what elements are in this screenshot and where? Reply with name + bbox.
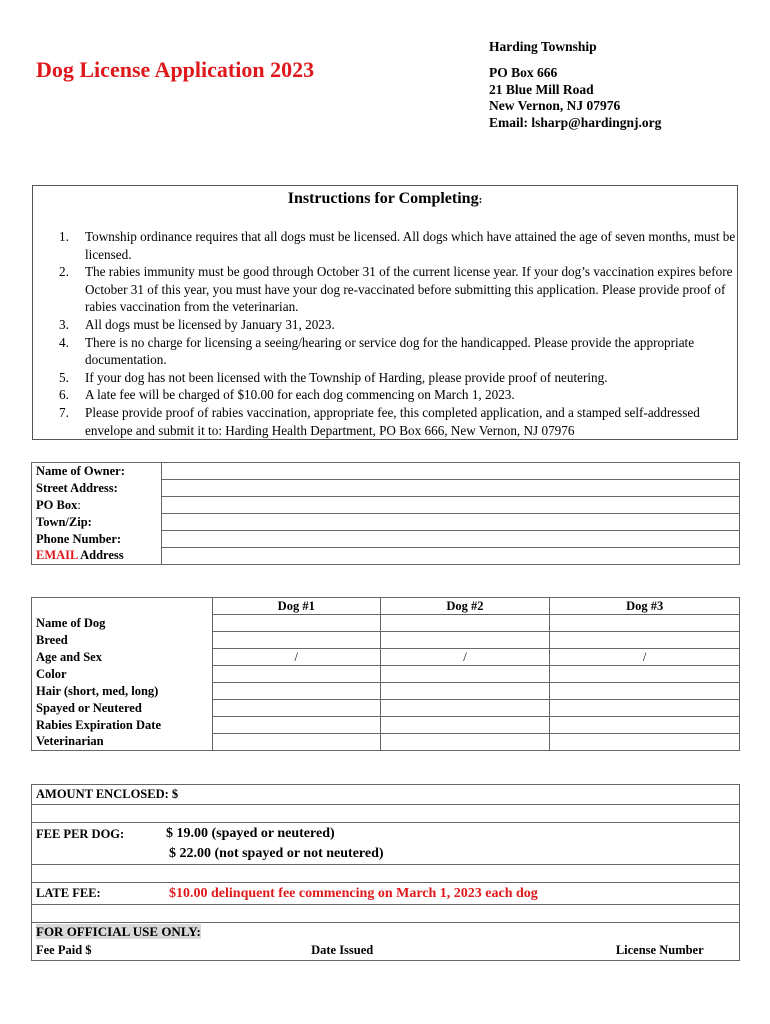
fee-paid-label: Fee Paid $ bbox=[32, 941, 162, 961]
fee-not-spayed-text: $ 22.00 (not spayed or not neutered) bbox=[169, 846, 384, 861]
dog-1-hair-field[interactable] bbox=[212, 683, 380, 700]
breed-label: Breed bbox=[32, 632, 213, 649]
dog-3-breed-field[interactable] bbox=[550, 632, 740, 649]
dog-row-spayed bbox=[32, 700, 740, 717]
street-line: 21 Blue Mill Road bbox=[489, 81, 594, 97]
dog-3-rabies-field[interactable] bbox=[550, 717, 740, 734]
dog-1-header: Dog #1 bbox=[212, 598, 380, 615]
late-fee-cell bbox=[32, 883, 740, 905]
dog-3-color-field[interactable] bbox=[550, 666, 740, 683]
dog-header-blank bbox=[32, 598, 213, 615]
dog-1-breed-field[interactable] bbox=[212, 632, 380, 649]
late-fee-row bbox=[32, 883, 740, 905]
owner-name-label: Name of Owner: bbox=[32, 463, 162, 480]
owner-info-table bbox=[31, 462, 740, 565]
veterinarian-label: Veterinarian bbox=[32, 734, 213, 751]
dog-2-color-field[interactable] bbox=[380, 666, 550, 683]
owner-row-street bbox=[32, 480, 740, 497]
dog-row-name bbox=[32, 615, 740, 632]
late-fee-label: LATE FEE: bbox=[36, 885, 101, 900]
spacer-row bbox=[32, 905, 740, 923]
instruction-item: 5. If your dog has not been licensed with the Township of Harding, please provide proof of neutering. bbox=[59, 369, 608, 385]
instruction-item: 1. Township ordinance requires that all dogs must be licensed. All dogs which have attained the age of seven months, must be licensed. bbox=[59, 229, 736, 262]
instructions-title: Instructions for Completing: bbox=[287, 190, 483, 207]
color-label: Color bbox=[32, 666, 213, 683]
owner-name-field[interactable] bbox=[161, 463, 739, 480]
street-address-label: Street Address: bbox=[32, 480, 162, 497]
fee-spayed-text: $ 19.00 (spayed or neutered) bbox=[166, 826, 335, 841]
owner-row-pobox bbox=[32, 497, 740, 514]
dog-1-age-sex-field[interactable]: / bbox=[212, 649, 380, 666]
dog-2-rabies-field[interactable] bbox=[380, 717, 550, 734]
owner-row-phone bbox=[32, 531, 740, 548]
amount-enclosed-row bbox=[32, 785, 740, 805]
dog-3-age-sex-field[interactable]: / bbox=[550, 649, 740, 666]
dog-3-spayed-field[interactable] bbox=[550, 700, 740, 717]
page-title: Dog License Application 2023 bbox=[36, 57, 315, 82]
spacer-row bbox=[32, 805, 740, 823]
official-fields-row bbox=[32, 941, 740, 961]
owner-row-email bbox=[32, 548, 740, 565]
dog-3-vet-field[interactable] bbox=[550, 734, 740, 751]
dog-info-table bbox=[31, 597, 740, 751]
phone-field[interactable] bbox=[161, 531, 739, 548]
dog-row-rabies bbox=[32, 717, 740, 734]
instructions-box bbox=[32, 185, 738, 440]
po-box-label: PO Box: bbox=[32, 497, 162, 514]
spacer-row bbox=[32, 865, 740, 883]
fee-per-dog-label: FEE PER DOG: bbox=[36, 827, 125, 841]
dog-3-header: Dog #3 bbox=[550, 598, 740, 615]
dog-row-age-sex bbox=[32, 649, 740, 666]
email-line: Email: lsharp@hardingnj.org bbox=[489, 114, 662, 130]
instruction-item: 3. All dogs must be licensed by January 31, 2023. bbox=[59, 316, 335, 332]
township-name: Harding Township bbox=[489, 39, 597, 54]
dog-row-color bbox=[32, 666, 740, 683]
city-line: New Vernon, NJ 07976 bbox=[489, 98, 621, 113]
date-issued-label: Date Issued bbox=[161, 941, 411, 961]
age-sex-label: Age and Sex bbox=[32, 649, 213, 666]
po-box-field[interactable] bbox=[161, 497, 739, 514]
instruction-item: 7. Please provide proof of rabies vaccination, appropriate fee, this completed application, and a stamped self-addressed envelope and submit it to: Harding Health Department, PO Box 666, New Vernon, NJ 07976 bbox=[59, 404, 700, 438]
town-zip-field[interactable] bbox=[161, 514, 739, 531]
late-fee-text: $10.00 delinquent fee commencing on March 1, 2023 each dog bbox=[169, 885, 538, 901]
spayed-label: Spayed or Neutered bbox=[32, 700, 213, 717]
official-use-row bbox=[32, 923, 740, 941]
dog-table-header bbox=[32, 598, 740, 615]
dog-name-label: Name of Dog bbox=[32, 615, 213, 632]
phone-label: Phone Number: bbox=[32, 531, 162, 548]
instruction-item: 6. A late fee will be charged of $10.00 for each dog commencing on March 1, 2023. bbox=[59, 387, 515, 403]
dog-2-name-field[interactable] bbox=[380, 615, 550, 632]
dog-3-name-field[interactable] bbox=[550, 615, 740, 632]
town-zip-label: Town/Zip: bbox=[32, 514, 162, 531]
instruction-item: 4. There is no charge for licensing a seeing/hearing or service dog for the handicapped. Please provide the appropriate documentation. bbox=[59, 334, 695, 368]
owner-row-town bbox=[32, 514, 740, 531]
dog-1-rabies-field[interactable] bbox=[212, 717, 380, 734]
po-box-line: PO Box 666 bbox=[489, 65, 558, 80]
official-use-cell bbox=[32, 923, 740, 941]
dog-1-vet-field[interactable] bbox=[212, 734, 380, 751]
rabies-expiration-label: Rabies Expiration Date bbox=[32, 717, 213, 734]
dog-1-spayed-field[interactable] bbox=[212, 700, 380, 717]
dog-2-spayed-field[interactable] bbox=[380, 700, 550, 717]
hair-label: Hair (short, med, long) bbox=[32, 683, 213, 700]
email-address-label: EMAIL Address bbox=[32, 548, 162, 565]
fee-per-dog-cell bbox=[32, 823, 740, 865]
instruction-item: 2. The rabies immunity must be good through October 31 of the current license year. If your dog’s vaccination expires before October 31 of this year, you must have your dog re-vaccinated before submitting this application. Please provide proof of rabies vaccination from the veterinarian. bbox=[59, 264, 733, 315]
official-use-label: FOR OFFICIAL USE ONLY: bbox=[36, 923, 201, 939]
dog-row-hair bbox=[32, 683, 740, 700]
amount-enclosed-label[interactable]: AMOUNT ENCLOSED: $ bbox=[32, 785, 740, 805]
township-address bbox=[489, 65, 661, 131]
dog-3-hair-field[interactable] bbox=[550, 683, 740, 700]
street-address-field[interactable] bbox=[161, 480, 739, 497]
dog-2-vet-field[interactable] bbox=[380, 734, 550, 751]
dog-row-breed bbox=[32, 632, 740, 649]
dog-2-breed-field[interactable] bbox=[380, 632, 550, 649]
fee-per-dog-row bbox=[32, 823, 740, 865]
dog-2-age-sex-field[interactable]: / bbox=[380, 649, 550, 666]
dog-1-color-field[interactable] bbox=[212, 666, 380, 683]
owner-row-name bbox=[32, 463, 740, 480]
fees-table bbox=[31, 784, 740, 961]
email-address-field[interactable] bbox=[161, 548, 739, 565]
dog-1-name-field[interactable] bbox=[212, 615, 380, 632]
dog-row-vet bbox=[32, 734, 740, 751]
instructions-list bbox=[37, 228, 737, 439]
license-number-label: License Number bbox=[411, 941, 740, 961]
dog-2-header: Dog #2 bbox=[380, 598, 550, 615]
dog-2-hair-field[interactable] bbox=[380, 683, 550, 700]
